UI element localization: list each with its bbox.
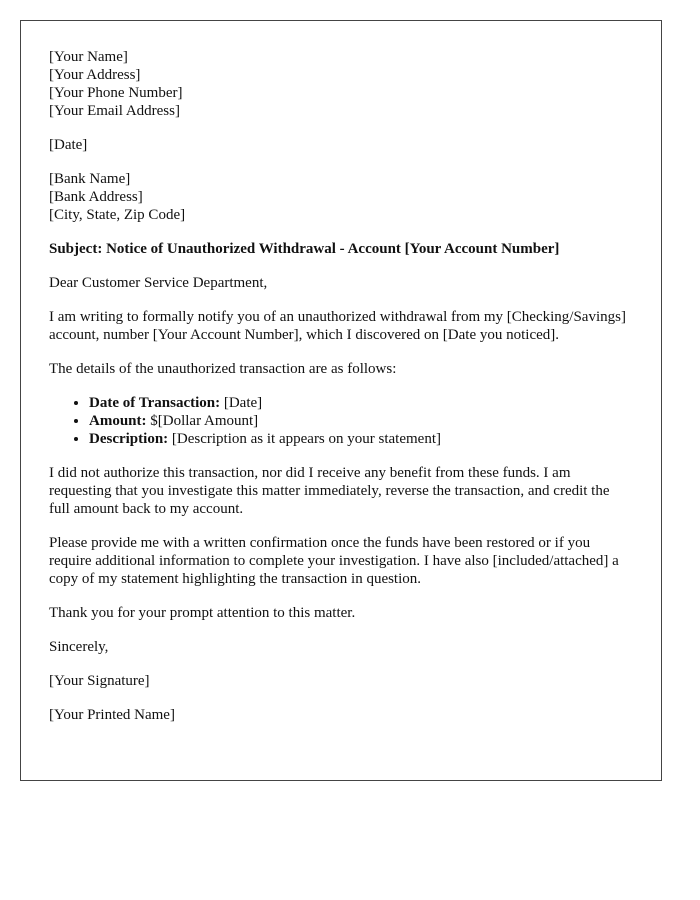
bank-name: [Bank Name] xyxy=(49,171,131,187)
paragraph-thanks: Thank you for your prompt attention to this matter. xyxy=(49,605,356,621)
detail-description: • Description: [Description as it appears on your statement] xyxy=(89,430,633,448)
salutation: Dear Customer Service Department, xyxy=(49,275,268,291)
sender-name: [Your Name] xyxy=(49,49,128,65)
transaction-details xyxy=(49,394,633,448)
paragraph-notice: I am writing to formally notify you of an unauthorized withdrawal from my [Checking/Savings] account, number [Your Account Number], which I discovered on [Date you noticed]. xyxy=(49,309,626,343)
bank-address: [Bank Address] xyxy=(49,189,143,205)
printed-name: [Your Printed Name] xyxy=(49,707,175,723)
paragraph-request: I did not authorize this transaction, nor did I receive any benefit from these funds. I am requesting that you investigate this matter immediately, reverse the transaction, and credit the full amount back to my account. xyxy=(49,465,610,517)
subject-line: Subject: Notice of Unauthorized Withdrawal - Account [Your Account Number] xyxy=(49,241,560,257)
detail-date: • Date of Transaction: [Date] xyxy=(89,394,633,412)
letter xyxy=(20,20,662,781)
sender-email: [Your Email Address] xyxy=(49,103,180,119)
sender-address: [Your Address] xyxy=(49,67,141,83)
closing: Sincerely, xyxy=(49,639,109,655)
paragraph-details-intro: The details of the unauthorized transaction are as follows: xyxy=(49,361,397,377)
signature: [Your Signature] xyxy=(49,673,150,689)
detail-amount: • Amount: $[Dollar Amount] xyxy=(89,412,633,430)
recipient-block xyxy=(49,170,633,224)
paragraph-confirmation: Please provide me with a written confirmation once the funds have been restored or if you require additional information to complete your investigation. I have also [included/attached] a copy of my statement highlighting the transaction in question. xyxy=(49,535,619,587)
sender-phone: [Your Phone Number] xyxy=(49,85,183,101)
sender-block xyxy=(49,48,633,120)
letter-date: [Date] xyxy=(49,137,88,153)
bank-city: [City, State, Zip Code] xyxy=(49,207,186,223)
